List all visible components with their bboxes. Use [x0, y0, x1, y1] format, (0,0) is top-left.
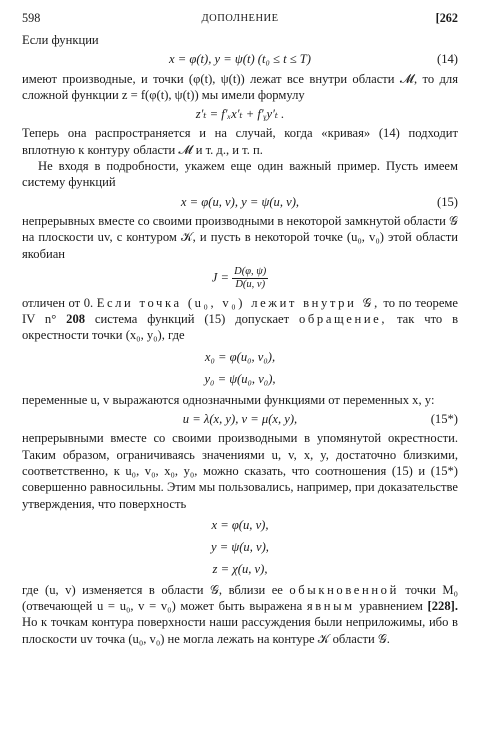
paragraph-9-c: точки M₀ (отвечающей u = u₀, v = v₀) может быть выражена — [22, 582, 459, 614]
equation-15-number: (15) — [437, 194, 458, 209]
equation-15-star-number: (15*) — [430, 412, 458, 427]
paragraph-6-ref-208: 208 — [66, 312, 86, 327]
section-number: [262 — [435, 11, 458, 25]
equation-15 — [22, 194, 458, 210]
paragraph-2: имеют производные, и точки (φ(t), ψ(t)) лежат все внутри области 𝓜, то для сложной функции z = f(φ(t), ψ(t)) мы имели формулу — [22, 71, 458, 102]
paragraph-6-e: система функций (15) допускает — [94, 312, 290, 327]
jacobian-denominator: D(u, v) — [235, 278, 266, 290]
system-2-line-1: x = φ(u, v), — [211, 517, 269, 532]
equation-15-body: x = φ(u, v), y = ψ(u, v), — [180, 194, 300, 209]
equation-14 — [22, 51, 458, 67]
paragraph-4: Не входя в подробности, укажем еще один важный пример. Пусть имеем систему функций — [22, 159, 458, 190]
paragraph-9-a: где (u, v) изменяется в области 𝒢, вблизи ее — [22, 582, 283, 597]
equation-derivative-body: z′ₜ = f′ₓx′ₜ + f′ᵧy′ₜ . — [195, 107, 285, 122]
paragraph-9-ref-228: [228]. — [427, 599, 458, 614]
system-2 — [22, 514, 458, 580]
paragraph-9 — [22, 582, 458, 647]
paragraph-1: Если функции — [22, 33, 99, 47]
paragraph-5: непрерывных вместе со своими производными в некоторой замкнутой области 𝒢 на плоскости uv, с контуром 𝒦, и пусть в некоторой точке (u₀, v₀) этой области якобиан — [22, 213, 459, 261]
system-2-line-3: z = χ(u, v), — [212, 561, 268, 576]
paragraph-8: непрерывными вместе со своими производными в упомянутой окрестности. Таким образом, ограничиваясь значениями u, v, x, y, достаточно близкими, соответственно, к u₀, v₀, x₀, y₀, можно сказать, что соотношения (15) и (15*) совершенно равносильны. Этим мы пользовались, например, при доказательстве утверждения, что поверхность — [22, 431, 458, 511]
equation-15-star — [22, 411, 458, 427]
jacobian-fraction — [232, 266, 268, 291]
system-1 — [22, 346, 458, 390]
page — [22, 10, 458, 647]
paragraph-9-e: уравнением — [359, 599, 423, 614]
paragraph-6-g: так что в окрестности точки (x₀, y₀), где — [22, 312, 459, 343]
system-2-line-2: y = ψ(u, v), — [211, 539, 269, 554]
equation-14-number: (14) — [437, 52, 458, 67]
running-title: ДОПОЛНЕНИЕ — [201, 13, 279, 24]
paragraph-6-c: то по теореме IV n° — [22, 295, 458, 327]
paragraph-3: Теперь она распространяется и на случай, когда «кривая» (14) подходит вплотную к контуру области 𝓜 и т. д., и т. п. — [22, 126, 458, 157]
paragraph-6-a: отличен от 0. — [22, 295, 94, 310]
system-1-line-2: y₀ = ψ(u₀, v₀), — [204, 371, 276, 386]
system-1-line-1: x₀ = φ(u₀, v₀), — [204, 349, 276, 364]
paragraph-6-spaced-inversion: обращение, — [299, 312, 388, 327]
paragraph-6-spaced-condition: Если точка (u₀, v₀) лежит внутри 𝒢, — [96, 295, 380, 310]
paragraph-9-spaced-ordinary: обыкновенной — [289, 582, 399, 597]
jacobian-lhs: J = — [211, 270, 229, 285]
paragraph-9-g: Но к точкам контура поверхности наши рассуждения были неприложимы, ибо в плоскости uv точка (u₀, v₀) не могла лежать на контуре 𝒦 области 𝒢. — [22, 615, 458, 646]
equation-15-star-body: u = λ(x, y), v = μ(x, y), — [182, 412, 298, 427]
page-header — [22, 10, 458, 32]
paragraph-6 — [22, 295, 458, 344]
jacobian-numerator: D(φ, ψ) — [234, 265, 267, 277]
jacobian-equation — [22, 266, 458, 291]
paragraph-7: переменные u, v выражаются однозначными функциями от переменных x, y: — [22, 392, 435, 407]
equation-14-body: x = φ(t), y = ψ(t) (t₀ ≤ t ≤ T) — [169, 52, 311, 67]
equation-derivative — [22, 106, 458, 122]
page-number: 598 — [22, 11, 41, 25]
paragraph-9-spaced-explicit: явным — [306, 599, 355, 614]
